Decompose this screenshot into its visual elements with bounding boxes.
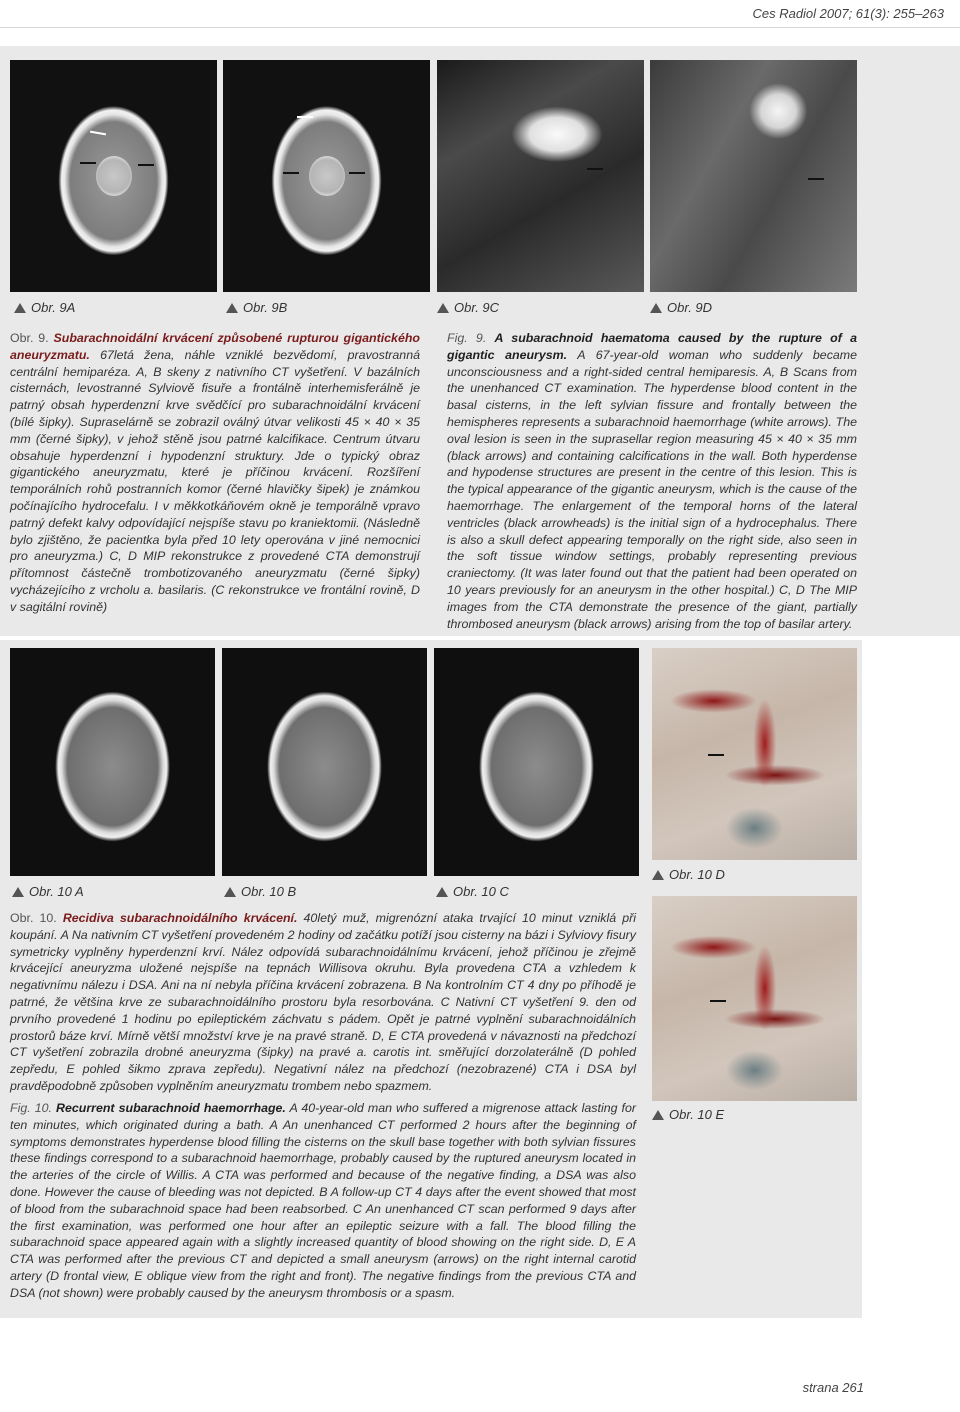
triangle-icon bbox=[652, 1110, 664, 1120]
triangle-icon bbox=[437, 303, 449, 313]
cta-image-10e bbox=[652, 896, 857, 1101]
caption-10-czech: Obr. 10. Recidiva subarachnoidálního krvácení. 40letý muž, migrenózní ataka trvající 10 minut vzniklá při koupání. A Na nativním CT vyšetření provedeném 2 hodiny od začátku potíží jsou cisterny na bázi i Sylviovy fisury symetricky vyplněny hyperdenzní krví. Nález odpovídá subarachnoidálnímu krvácení, jehož příčinou je zřejmě krvácející aneuryzma uložené nejspíše na tepnách Willisova okruhu. Byla provedena CTA a vzhledem k negativnímu nálezu i DSA. Ani na ní nebyla příčina krvácení zobrazena. B Na kontrolním CT 4 dny po příhodě je patrné, že většina krve ze subarachnoidálního prostoru byla resorbována. C Nativní CT vyšetření 9. den od prvního provedené 1 hodinu po epileptickém záchvatu s pádem. Opět je patrné vyplnění subarachnoidálních prostorů báze krví. Mírně větší množství krve je na pravé straně. D, E CTA provedená v návaznosti na předchozí CT vyšetření zobrazila drobné aneuryzma (šipky) na pravé a. carotis int. směřující dorzolaterálně (D pohled zepředu, E pohled šikmo zprava zepředu). Negativní nález na předchozí (nezobrazené) CTA i DSA byl pravděpodobně způsoben vyplněním aneuryzmatu trombem nebo spazmem. bbox=[10, 911, 636, 1093]
label-9d: Obr. 9D bbox=[650, 300, 712, 315]
label-10d: Obr. 10 D bbox=[652, 867, 725, 882]
label-10e: Obr. 10 E bbox=[652, 1107, 724, 1122]
ct-image-9a bbox=[10, 60, 217, 292]
header-divider bbox=[0, 27, 960, 28]
triangle-icon bbox=[652, 870, 664, 880]
triangle-icon bbox=[12, 887, 24, 897]
label-10a: Obr. 10 A bbox=[12, 884, 84, 899]
ct-image-10a bbox=[10, 648, 215, 876]
cta-image-10d bbox=[652, 648, 857, 860]
mip-image-9c bbox=[437, 60, 644, 292]
caption-9-english: Fig. 9. A subarachnoid haematoma caused by the rupture of a gigantic aneurysm. A 67-year-old woman who suddenly became unconsciousness and a right-sided central hemiparesis. A, B Scans from the unenhanced CT examination. The hyperdense blood content in the basal cisterns, in the left sylvian fissure and frontally between the hemispheres represents a subarachnoid haemorrhage (white arrows). The oval lesion is seen in the suprasellar region measuring 45 × 40 × 35 mm (black arrows) and containing calcifications in the wall. Both hyperdense and hypodense structures are present in the centre of this lesion. This is the typical appearance of the gigantic aneurysm, which is the cause of the haemorrhage. The enlargement of the temporal horns of the lateral ventricles (black arrowheads) is the initial sign of a hydrocephalus. There is also a skull defect appearing temporally on the right side, also seen in the soft tissue window settings, probably representing previous craniectomy. (It was later found out that the patient had been operated on 10 years previously for an aneurysm in the other hospital.) C, D The MIP images from the CTA demonstrate the presence of the giant, partially thrombosed aneurysm (black arrows) arising from the top of basilar artery. bbox=[447, 331, 857, 631]
mip-image-9d bbox=[650, 60, 857, 292]
triangle-icon bbox=[226, 303, 238, 313]
black-arrow bbox=[708, 754, 724, 756]
ct-image-10c bbox=[434, 648, 639, 876]
label-10b: Obr. 10 B bbox=[224, 884, 296, 899]
triangle-icon bbox=[224, 887, 236, 897]
aneurysm-lesion bbox=[309, 156, 345, 196]
black-arrow bbox=[808, 178, 824, 180]
black-arrow bbox=[80, 162, 96, 164]
black-arrow bbox=[138, 164, 154, 166]
triangle-icon bbox=[14, 303, 26, 313]
black-arrow bbox=[587, 168, 603, 170]
ct-image-10b bbox=[222, 648, 427, 876]
caption-9-czech: Obr. 9. Subarachnoidální krvácení způsobené rupturou gigantického aneuryzmatu. 67letá žena, náhle vzniklé bezvědomí, pravostranná centrální hemiparéza. A, B skeny z nativního CT vyšetření. V bazálních cisternách, levostranné Sylviově fisuře a frontálně interhemisferálně je patrný obsah hyperdenzní krve svědčící pro subarachnoidální krvácení (bílé šipky). Supraselárně se zobrazil oválný útvar velikosti 45 × 40 × 35 mm (černé šipky), v jehož stěně jsou patrné kalcifikace. Centrum útvaru obsahuje hyperdenzní i hypodenzní struktury. Jde o typický obraz gigantického aneuryzmatu, které je příčinou krvácení. Rozšíření temporálních rohů postranních komor (černé hlavičky šipek) je známkou počínajícího hydrocefalu. I v měkkotkáňovém okně je temporálně vpravo patrný defekt kalvy odpovídající nejspíše stavu po kraniektomii. (Následně bylo zjištěno, že pacientka byla před 10 lety operována v jiné nemocnici pro aneuryzma.) C, D MIP rekonstrukce z provedené CTA demonstrují přítomnost částečně trombotizovaného aneuryzmatu (černé šipky) vycházejícího z vrcholu a. basilaris. (C rekonstrukce ve frontální rovině, D v sagitální rovině) bbox=[10, 331, 420, 614]
page-number: strana 261 bbox=[802, 1380, 864, 1395]
triangle-icon bbox=[650, 303, 662, 313]
label-9b: Obr. 9B bbox=[226, 300, 287, 315]
label-9c: Obr. 9C bbox=[437, 300, 499, 315]
label-9a: Obr. 9A bbox=[14, 300, 75, 315]
triangle-icon bbox=[436, 887, 448, 897]
aneurysm-lesion bbox=[96, 156, 132, 196]
caption-10-english: Fig. 10. Recurrent subarachnoid haemorrhage. A 40-year-old man who suffered a migrenose attack lasting for ten minutes, which originated during a bath. A An unenhanced CT performed 2 hours after the beginning of symptoms demonstrates hyperdense blood filling the cisterns on the skull base together with both sylvian fissures these findings correspond to a subarachnoid haemorrhage, probably caused by the ruptured aneurysm located in the arteries of the circle of Willis. A CTA was performed and because of the negative finding, a DSA was also done. However the cause of bleeding was not depicted. B A follow-up CT 4 days after the event showed that most of blood from the subarachnoid space had been reabsorbed. C An unenhanced CT scan performed 9 days after the first examination, was performed one hour after an epileptic seizure with a fall. The blood filling the subarachnoid space appeared again with a slightly increased quantity of blood showing on the right side. D, E A CTA was performed after the previous CT and depicted a small aneurysm (arrows) on the right internal carotid artery (D frontal view, E oblique view from the right and front). The negative findings from the previous CTA and DSA (not shown) were probably caused by the aneurysm thrombosis or a spasm. bbox=[10, 1101, 636, 1300]
journal-header: Ces Radiol 2007; 61(3): 255–263 bbox=[752, 6, 944, 21]
label-10c: Obr. 10 C bbox=[436, 884, 509, 899]
ct-image-9b bbox=[223, 60, 430, 292]
white-arrow bbox=[297, 116, 313, 118]
black-arrow bbox=[349, 172, 365, 174]
black-arrow bbox=[710, 1000, 726, 1002]
white-arrow bbox=[90, 131, 106, 136]
black-arrow bbox=[283, 172, 299, 174]
